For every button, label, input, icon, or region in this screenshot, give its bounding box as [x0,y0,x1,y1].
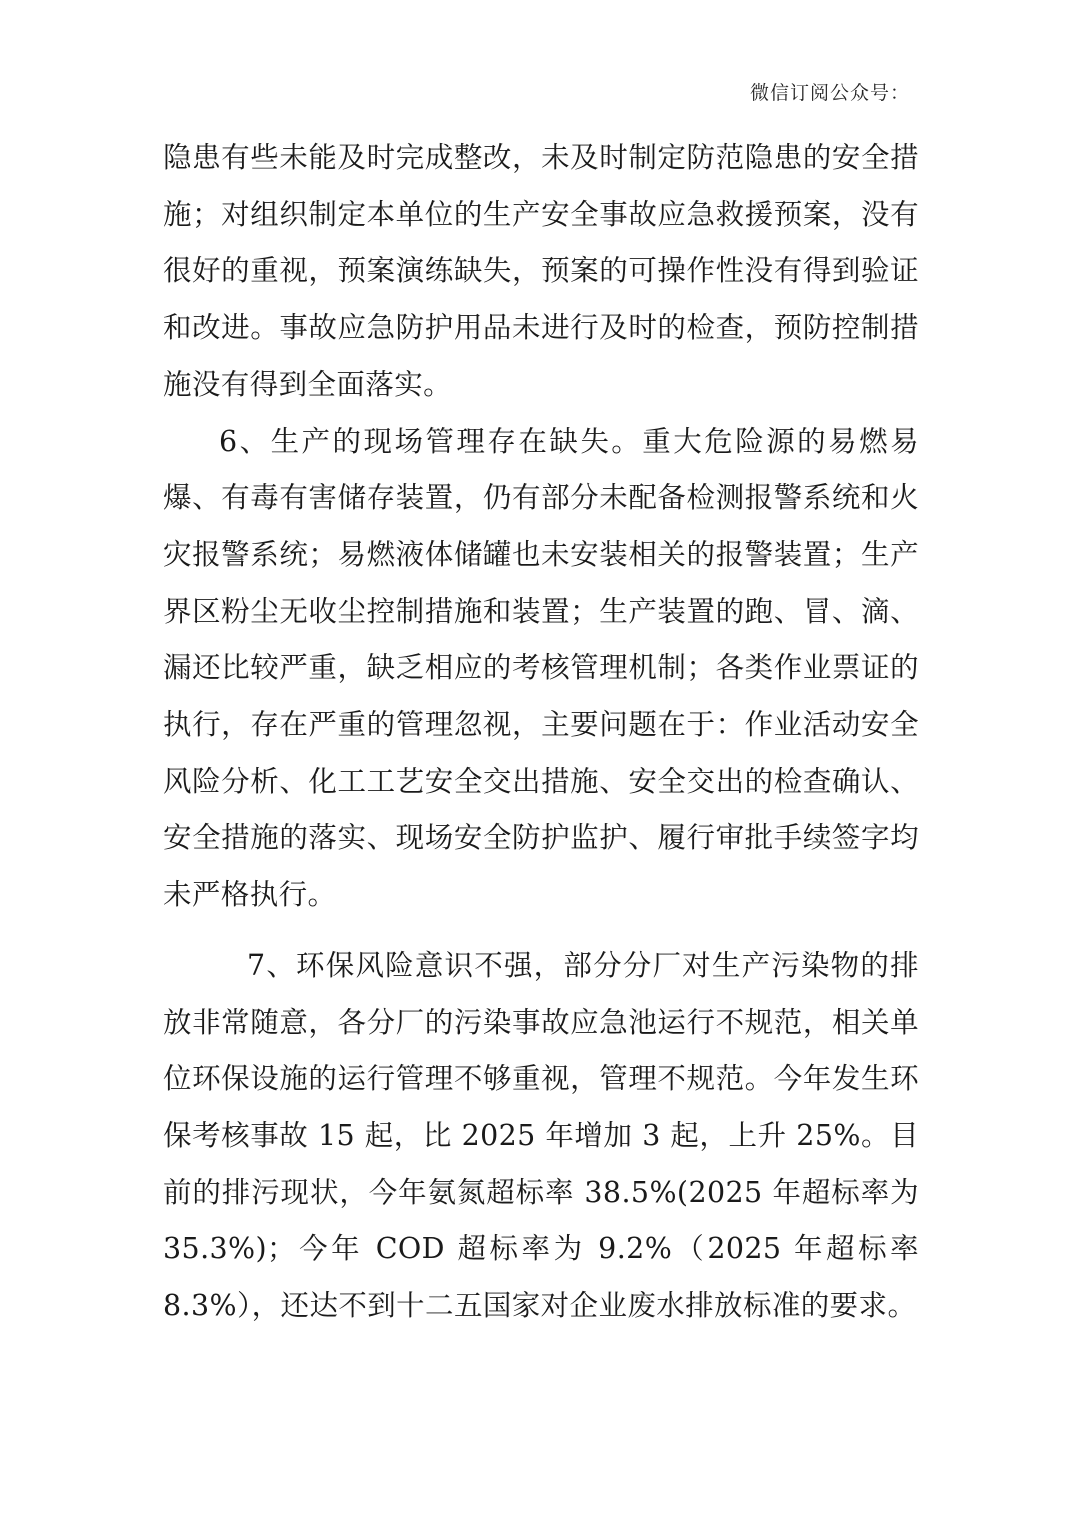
header-note: 微信订阅公众号： [749,82,910,104]
paragraph-item-6: 6、生产的现场管理存在缺失。重大危险源的易燃易爆、有毒有害储存装置，仍有部分未配备检测报警系统和火灾报警系统；易燃液体储罐也未安装相关的报警装置；生产界区粉尘无收尘控制措施和装置；生产装置的跑、冒、滴、漏还比较严重，缺乏相应的考核管理机制；各类作业票证的执行，存在严重的管理忽视，主要问题在于：作业活动安全风险分析、化工工艺安全交出措施、安全交出的检查确认、安全措施的落实、现场安全防护监护、履行审批手续签字均未严格执行。 [163,424,919,912]
paragraph-continuation: 隐患有些未能及时完成整改，未及时制定防范隐患的安全措施；对组织制定本单位的生产安全事故应急救援预案，没有很好的重视，预案演练缺失，预案的可操作性没有得到验证和改进。事故应急防护用品未进行及时的检查，预防控制措施没有得到全面落实。 [163,141,919,401]
paragraph-item-7: 7、环保风险意识不强，部分分厂对生产污染物的排放非常随意，各分厂的污染事故应急池运行不规范，相关单位环保设施的运行管理不够重视，管理不规范。今年发生环保考核事故 15 起，比 2025 年增加 3 起，上升 25%。目前的排污现状，今年氨氮超标率 38.5%(2025 年超标率为 35.3%)；今年 COD 超标率为 9.2%（2025 年超标率 8.3%），还达不到十二五国家对企业废水排放标准的要求。 [163,948,919,1323]
document-body [163,130,919,1335]
